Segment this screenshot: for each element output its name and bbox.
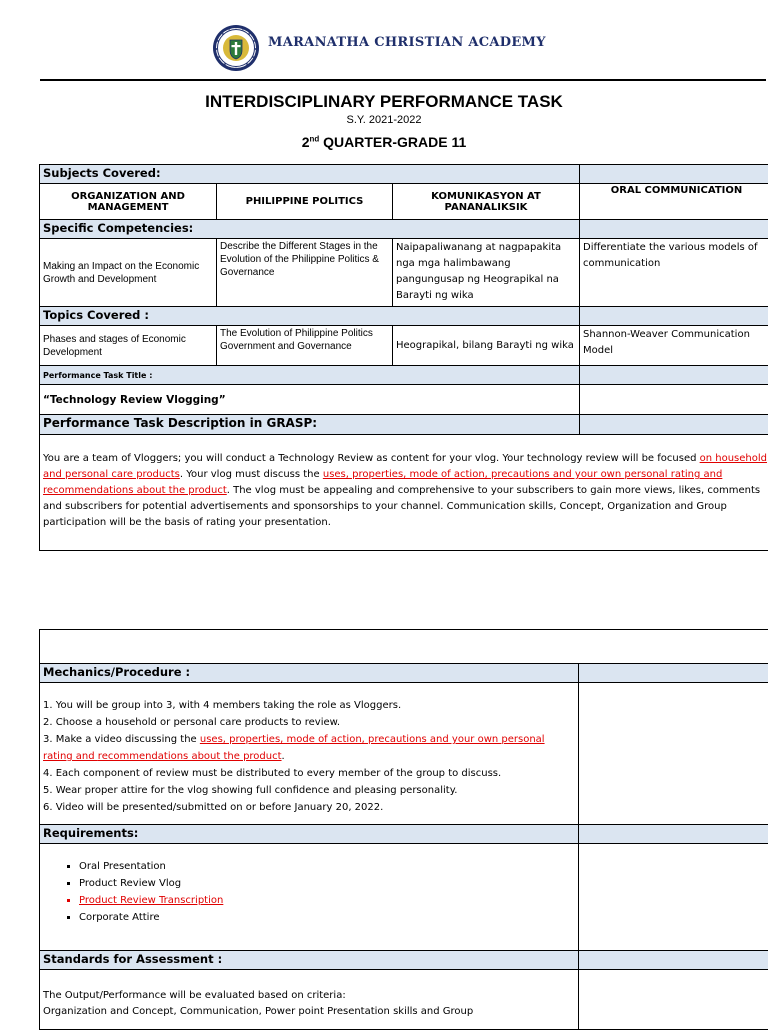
task-details-table	[39, 629, 768, 1030]
subject-cell: ORAL COMMUNICATION	[580, 184, 768, 220]
header-divider	[40, 79, 766, 81]
blank-row	[40, 630, 768, 664]
quarter-grade: 2nd QUARTER-GRADE 11	[0, 134, 768, 150]
subject-cell: ORGANIZATION AND MANAGEMENT	[40, 184, 217, 220]
competency-cell: Making an Impact on the Economic Growth and Development	[40, 239, 217, 307]
blank-cell	[579, 683, 768, 825]
performance-task-title-value: “Technology Review Vlogging”	[40, 385, 580, 415]
blank-cell	[579, 844, 768, 951]
header-blank	[580, 307, 768, 326]
procedure-step: 3. Make a video discussing the uses, properties, mode of action, precautions and your own personal rating and recommendations about the product.	[43, 731, 575, 765]
school-seal-logo	[212, 24, 260, 72]
procedure-step: 2. Choose a household or personal care products to review.	[43, 714, 575, 731]
mechanics-header: Mechanics/Procedure :	[40, 664, 579, 683]
grasp-header: Performance Task Description in GRASP:	[40, 415, 580, 435]
task-overview-table	[39, 164, 768, 551]
topic-cell: Shannon-Weaver Communication Model	[580, 326, 768, 366]
header-blank	[579, 664, 768, 683]
blank-cell	[579, 970, 768, 1030]
subject-cell: PHILIPPINE POLITICS	[217, 184, 393, 220]
procedure-step: 5. Wear proper attire for the vlog showing full confidence and pleasing personality.	[43, 782, 575, 799]
standards-line: The Output/Performance will be evaluated based on criteria:	[43, 988, 575, 1004]
header-blank	[580, 415, 768, 435]
competency-cell: Differentiate the various models of communication	[580, 239, 768, 307]
requirement-item: ▪ Product Review Transcription	[79, 892, 575, 909]
header-blank	[580, 220, 768, 239]
requirements-list-cell	[40, 844, 579, 951]
subjects-covered-header: Subjects Covered:	[40, 165, 580, 184]
competency-cell: Naipapaliwanang at nagpapakita nga mga halimbawang pangungusap ng Heograpikal na Barayti ng wika	[393, 239, 580, 307]
subject-cell: KOMUNIKASYON AT PANANALIKSIK	[393, 184, 580, 220]
procedure-step: 4. Each component of review must be distributed to every member of the group to discuss.	[43, 765, 575, 782]
competencies-header: Specific Competencies:	[40, 220, 580, 239]
requirement-item: ▪ Oral Presentation	[79, 858, 575, 875]
standards-header: Standards for Assessment :	[40, 951, 579, 970]
competency-cell: Describe the Different Stages in the Evolution of the Philippine Politics & Governance	[217, 239, 393, 307]
requirements-list	[43, 858, 575, 926]
school-year: S.Y. 2021-2022	[0, 114, 768, 126]
header-blank	[580, 165, 768, 184]
topics-header: Topics Covered :	[40, 307, 580, 326]
standards-description	[40, 970, 579, 1030]
header-blank	[579, 825, 768, 844]
procedure-step: 1. You will be group into 3, with 4 members taking the role as Vloggers.	[43, 697, 575, 714]
requirements-header: Requirements:	[40, 825, 579, 844]
procedure-step: 6. Video will be presented/submitted on or before January 20, 2022.	[43, 799, 575, 816]
requirement-item: ▪ Corporate Attire	[79, 909, 575, 926]
school-name: MARANATHA CHRISTIAN ACADEMY	[268, 35, 546, 50]
standards-line: Organization and Concept, Communication, Power point Presentation skills and Group	[43, 1004, 575, 1020]
requirement-item: ▪ Product Review Vlog	[79, 875, 575, 892]
blank-cell	[580, 385, 768, 415]
mechanics-procedure-list	[40, 683, 579, 825]
header-blank	[579, 951, 768, 970]
topic-cell: Phases and stages of Economic Development	[40, 326, 217, 366]
document-title: INTERDISCIPLINARY PERFORMANCE TASK	[0, 92, 768, 112]
header-blank	[580, 366, 768, 385]
performance-task-title-label: Performance Task Title :	[40, 366, 580, 385]
topic-cell: The Evolution of Philippine Politics Government and Governance	[217, 326, 393, 366]
grasp-description: You are a team of Vloggers; you will conduct a Technology Review as content for your vlog. Your technology review will be focused on household and personal care products. Your vlog must discuss the uses, properties, mode of action, precautions and your own personal rating and recommendations about the product. The vlog must be appealing and comprehensive to your subscribers to gain more views, likes, comments and subscribers for potential advertisements and sponsorships to your channel. Communication skills, Concept, Organization and Group participation will be the basis of rating your presentation.	[40, 435, 768, 551]
document-header	[0, 0, 768, 80]
topic-cell: Heograpikal, bilang Barayti ng wika	[393, 326, 580, 366]
